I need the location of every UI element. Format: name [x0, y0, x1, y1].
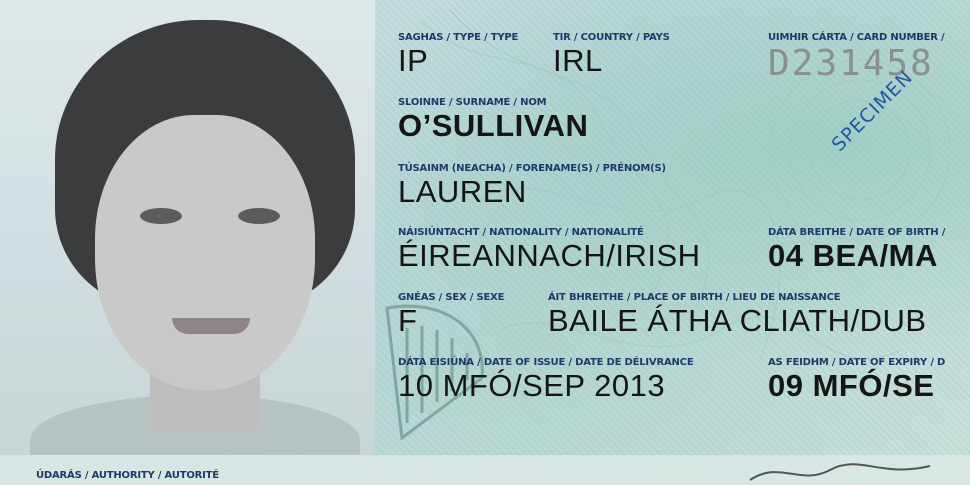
- specimen-watermark: SPECIMEN: [827, 66, 918, 156]
- card-number-value: D231458: [768, 43, 934, 84]
- type-value: IP: [398, 43, 429, 78]
- photo-eye-left: [140, 208, 182, 224]
- photo-mouth: [172, 318, 250, 334]
- photo-face: [95, 115, 315, 390]
- date-of-issue-value: 10 MFÓ/SEP 2013: [398, 368, 666, 403]
- country-label: TIR / COUNTRY / PAYS: [553, 32, 670, 43]
- holder-photo: [0, 0, 375, 455]
- country-field: [553, 32, 670, 79]
- card-number-label: UIMHIR CÁRTA / CARD NUMBER /: [768, 32, 945, 43]
- sex-field: [398, 292, 504, 339]
- sex-value: F: [398, 303, 418, 338]
- nationality-value: ÉIREANNACH/IRISH: [398, 238, 701, 273]
- date-of-expiry-field: [768, 357, 945, 404]
- forename-field: [398, 163, 666, 210]
- forename-value: LAUREN: [398, 174, 527, 209]
- place-of-birth-value: BAILE ÁTHA CLIATH/DUB: [548, 303, 927, 338]
- nationality-field: [398, 227, 701, 274]
- surname-label: SLOINNE / SURNAME / NOM: [398, 97, 547, 108]
- date-of-birth-value: 04 BEA/MA: [768, 238, 938, 273]
- sex-label: GNÉAS / SEX / SEXE: [398, 292, 505, 303]
- place-of-birth-label: ÁIT BHREITHE / PLACE OF BIRTH / LIEU DE NAISSANCE: [548, 292, 841, 303]
- surname-value: O’SULLIVAN: [398, 108, 589, 143]
- type-field: [398, 32, 518, 79]
- type-label: SAGHAS / TYPE / TYPE: [398, 32, 519, 43]
- date-of-issue-label: DÁTA EISIÚNA / DATE OF ISSUE / DATE DE DÉLIVRANCE: [398, 357, 694, 368]
- date-of-issue-field: [398, 357, 693, 404]
- forename-label: TÚSAINM (NEACHA) / FORENAME(S) / PRÉNOM(S): [398, 163, 666, 174]
- date-of-expiry-value: 09 MFÓ/SE: [768, 368, 935, 403]
- photo-eye-right: [238, 208, 280, 224]
- date-of-birth-label: DÁTA BREITHE / DATE OF BIRTH /: [768, 227, 946, 238]
- date-of-birth-field: [768, 227, 945, 274]
- authority-label: ÚDARÁS / AUTHORITY / AUTORITÉ: [36, 470, 219, 481]
- authority-field: [36, 470, 219, 481]
- card-number-field: [768, 32, 944, 84]
- surname-field: [398, 97, 588, 144]
- place-of-birth-field: [548, 292, 927, 339]
- date-of-expiry-label: AS FEIDHM / DATE OF EXPIRY / D: [768, 357, 946, 368]
- country-value: IRL: [553, 43, 603, 78]
- nationality-label: NÁISIÚNTACHT / NATIONALITY / NATIONALITÉ: [398, 227, 644, 238]
- signature-mark: [740, 458, 940, 485]
